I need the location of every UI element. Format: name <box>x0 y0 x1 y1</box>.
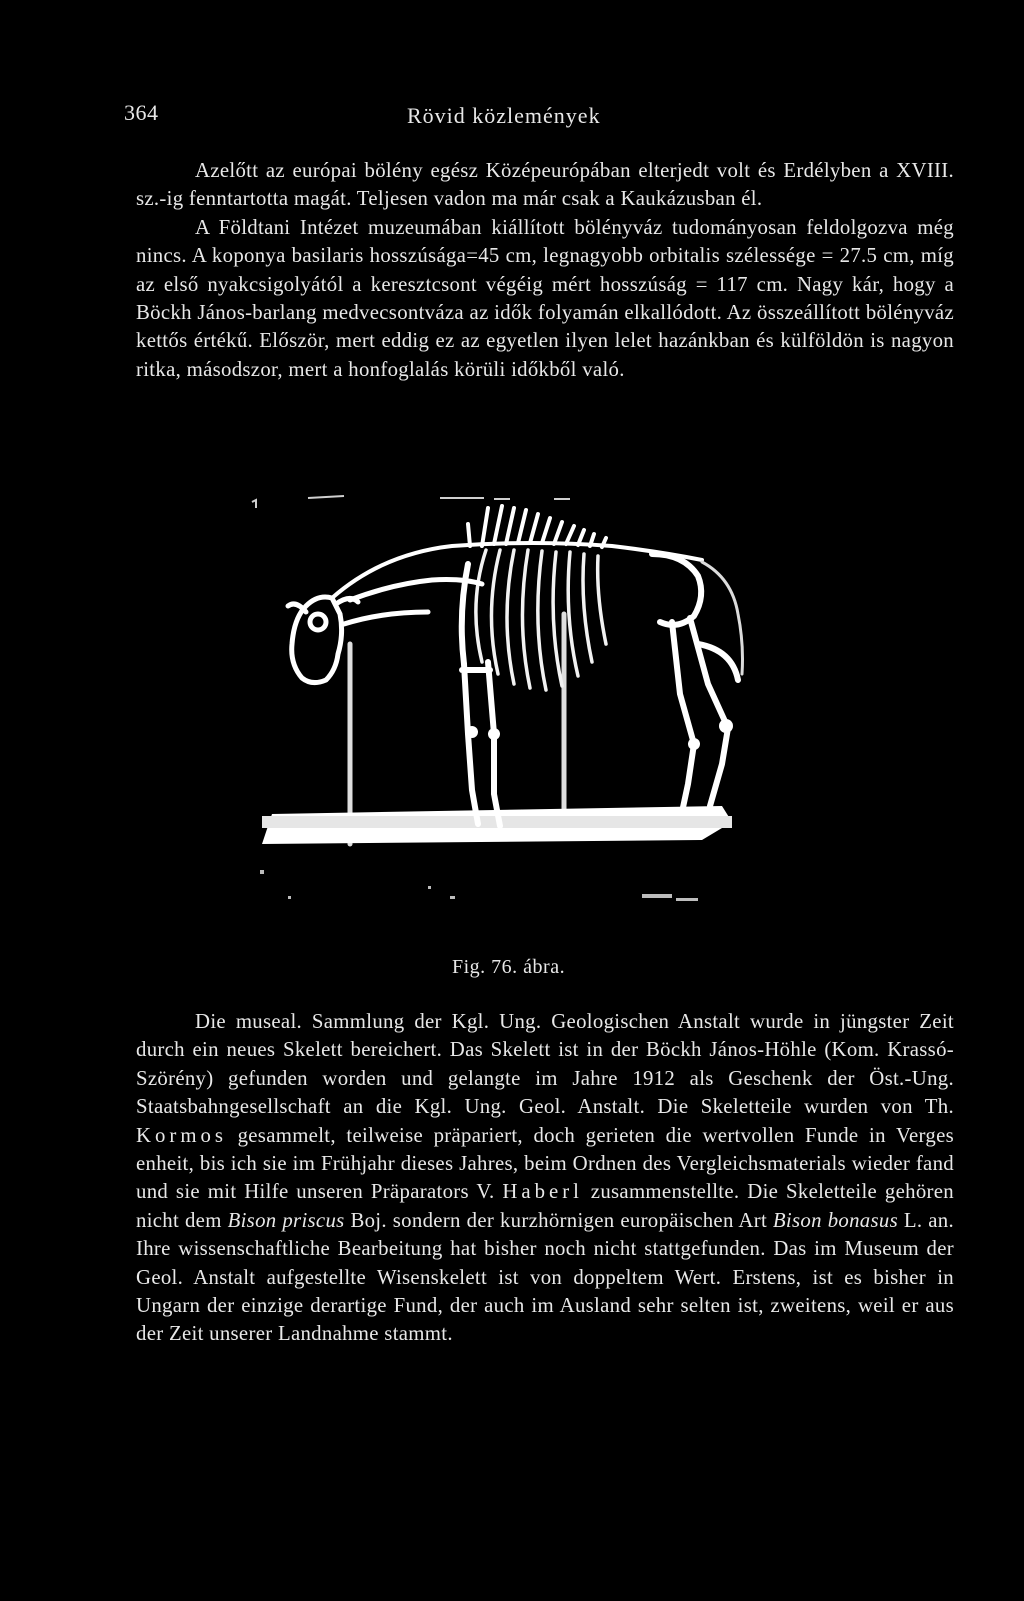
hungarian-paragraph-2: A Földtani Intézet muzeumában kiállított bölényváz tudományosan feldolgozva még nincs. A koponya basilaris hosszúsága=45 cm, legnagyobb orbitalis szélessége = 27.5 cm, míg az első nyakcsigolyától a keresztcsont végéig mért hosszúság = 117 cm. Nagy kár, hogy a Böckh János-barlang medvecsontváza az idők folyamán elkallódott. Az összeállított bölényváz kettős értékű. Először, mert eddig ez az egyetlen ilyen lelet hazánkban és külföldön is nagyon ritka, másodszor, mert a honfoglalás körüli időkből való. <box>136 215 954 381</box>
bison-skeleton-illustration <box>232 494 790 934</box>
german-text-part-1: Die museal. Sammlung der Kgl. Ung. Geologischen Anstalt wurde in jüngster Zeit durch ein neues Skelett bereichert. Das Skelett ist in der Böckh János-Höhle (Kom. Krassó-Szörény) gefunden worden und gelangte im Jahre 1912 als Geschenk der Öst.-Ung. Staatsbahngesellschaft an die Kgl. Ung. Geol. Anstalt. Die Skeletteile wurden von Th. <box>136 1010 954 1119</box>
german-paragraph <box>136 1008 954 1349</box>
german-text-part-5: L. an. Ihre wissenschaftliche Bearbeitung hat bisher noch nicht stattgefunden. Das im Museum der Geol. Anstalt aufgestellte Wisenskelett ist von doppeltem Wert. Erstens, ist es bisher in Ungarn der einzige derartige Fund, der auch im Ausland sehr selten ist, zweitens, weil er aus der Zeit unserer Landnahme stammt. <box>136 1208 954 1346</box>
name-kormos: Kormos <box>136 1123 228 1147</box>
german-text-block <box>136 1008 954 1349</box>
running-head: Rövid közlemények <box>407 103 601 128</box>
hungarian-paragraph-1: Azelőtt az európai bölény egész Középeurópában elterjedt volt és Erdélyben a XVIII. sz.-ig fenntartotta magát. Teljesen vadon ma már csak a Kaukázusban él. <box>136 159 954 211</box>
figure-caption: Fig. 76. ábra. <box>452 956 566 978</box>
species-bison-priscus: Bison priscus <box>227 1208 345 1232</box>
name-haberl: Haberl <box>502 1180 583 1204</box>
bison-skeleton-figure <box>232 494 790 934</box>
german-text-part-2: gesammelt, teilweise präpariert, doch gerieten die wertvollen Funde in Verges enheit, bis ich sie im Frühjahr dieses Jahres, beim Ordnen des Vergleichsmaterials wieder fand und sie mit Hilfe unseren Präparators V. <box>136 1123 954 1204</box>
hungarian-text-block <box>136 157 954 384</box>
species-bison-bonasus: Bison bonasus <box>772 1208 898 1232</box>
page-header <box>124 100 954 136</box>
german-text-part-4: Boj. sondern der kurzhörnigen europäischen Art <box>344 1208 773 1232</box>
page-number: 364 <box>124 100 159 125</box>
german-text-part-3: zusammenstellte. Die Skeletteile gehören nicht dem <box>136 1180 955 1232</box>
